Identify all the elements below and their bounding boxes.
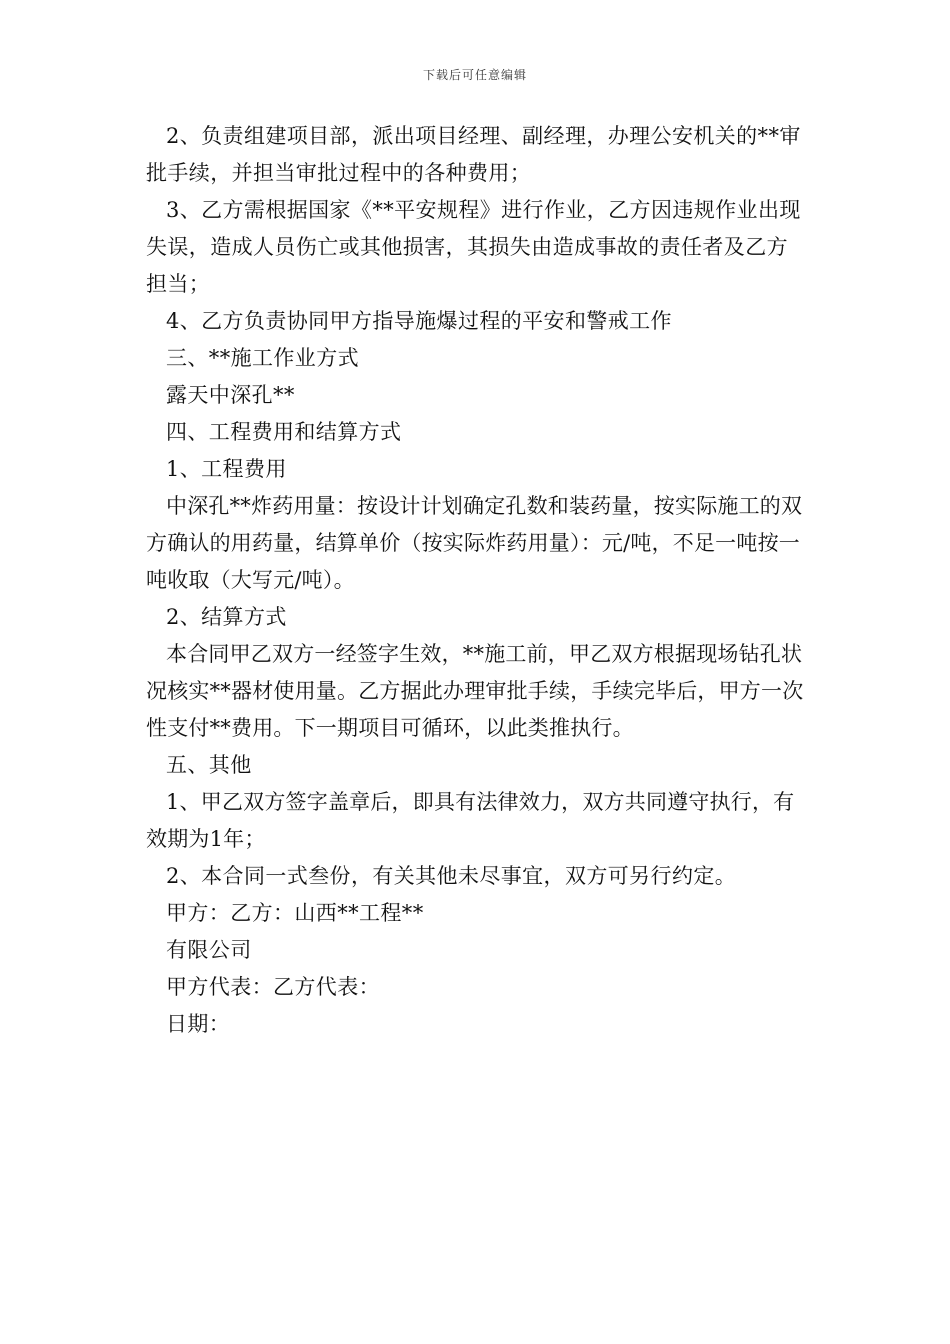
date-line: 日期： <box>166 1012 231 1036</box>
section-3-method: 露天中深孔** <box>166 383 295 407</box>
section-5-heading: 五、其他 <box>166 753 252 777</box>
party-line: 甲方：乙方：山西**工程** <box>166 901 424 925</box>
section-3-heading: 三、**施工作业方式 <box>166 346 359 370</box>
download-note: 下载后可任意编辑 <box>422 68 527 82</box>
clause-3-safety-rules: 3、乙方需根据国家《**平安规程》进行作业，乙方因违规作业出现失误，造成人员伤亡或其他损害，其损失由造成事故的责任者及乙方担当； <box>146 198 801 296</box>
representative-line: 甲方代表：乙方代表： <box>166 975 380 999</box>
clause-4-guard-work: 4、乙方负责协同甲方指导施爆过程的平安和警戒工作 <box>166 309 672 333</box>
section-4-item-2-text: 本合同甲乙双方一经签字生效，**施工前，甲乙双方根据现场钻孔状况核实**器材使用量。乙方据此办理审批手续，手续完毕后，甲方一次性支付**费用。下一期项目可循环，以此类推执行。 <box>146 642 804 740</box>
section-5-item-1: 1、甲乙双方签字盖章后，即具有法律效力，双方共同遵守执行，有效期为1年； <box>146 790 795 851</box>
contract-body <box>146 118 808 1043</box>
company-suffix: 有限公司 <box>166 938 252 962</box>
section-4-item-2-heading: 2、结算方式 <box>166 605 287 629</box>
section-5-item-2: 2、本合同一式叁份，有关其他未尽事宜，双方可另行约定。 <box>166 864 737 888</box>
section-4-item-1-text: 中深孔**炸药用量：按设计计划确定孔数和装药量，按实际施工的双方确认的用药量，结算单价（按实际炸药用量）：元/吨，不足一吨按一吨收取（大写元/吨）。 <box>146 494 803 592</box>
section-4-item-1-heading: 1、工程费用 <box>166 457 287 481</box>
clause-2-project-department: 2、负责组建项目部，派出项目经理、副经理，办理公安机关的**审批手续，并担当审批过程中的各种费用； <box>146 124 801 185</box>
section-4-heading: 四、工程费用和结算方式 <box>166 420 402 444</box>
